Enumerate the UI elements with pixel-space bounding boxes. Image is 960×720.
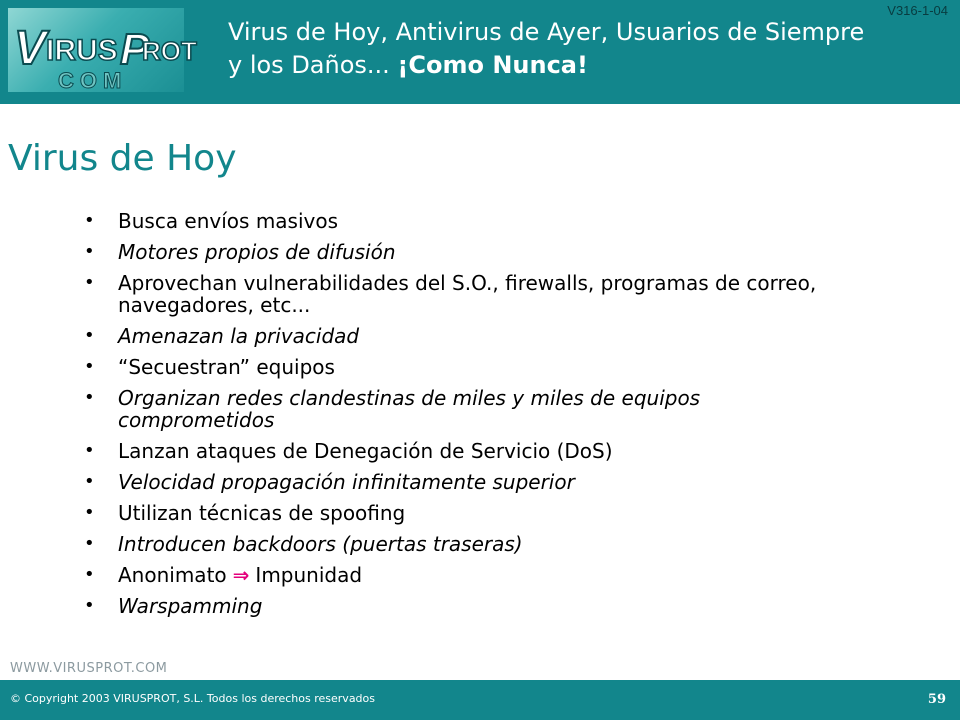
bullet-text: Organizan redes clandestinas de miles y miles de equipos comprometidos <box>118 386 701 432</box>
bullet-item <box>80 241 860 263</box>
page-number: 59 <box>927 692 946 707</box>
bullet-dot: • <box>84 471 95 492</box>
bullet-dot: • <box>84 210 95 231</box>
bullet-dot: • <box>84 440 95 461</box>
svg-text:V: V <box>14 22 47 75</box>
virusprot-logo <box>8 8 197 93</box>
bullet-text: Anonimato ⇒ Impunidad <box>118 563 363 587</box>
bullet-text: Utilizan técnicas de spoofing <box>118 501 406 525</box>
bullet-dot: • <box>84 241 95 262</box>
bullet-text: Motores propios de difusión <box>118 240 396 264</box>
bullet-text: Introducen backdoors (puertas traseras) <box>118 532 523 556</box>
bullet-item <box>80 272 860 316</box>
bullet-item <box>80 471 860 493</box>
logo-graphic <box>8 8 197 93</box>
bullet-dot: • <box>84 533 95 554</box>
bullet-dot: • <box>84 564 95 585</box>
header-title <box>228 16 950 82</box>
bullet-item <box>80 564 860 586</box>
bullet-dot: • <box>84 325 95 346</box>
bullet-text: Warspamming <box>118 594 263 618</box>
svg-text:P: P <box>120 25 150 74</box>
bullet-dot: • <box>84 387 95 408</box>
header-title-line1: Virus de Hoy, Antivirus de Ayer, Usuarios de Siempre <box>228 18 865 46</box>
svg-text:ROT: ROT <box>142 36 197 66</box>
bullet-dot: • <box>84 502 95 523</box>
bullet-item <box>80 210 860 232</box>
bullet-item <box>80 595 860 617</box>
footer-url: WWW.VIRUSPROT.COM <box>10 661 168 676</box>
bullet-text: Busca envíos masivos <box>118 209 339 233</box>
bullet-item <box>80 502 860 524</box>
bullet-text: Velocidad propagación infinitamente superior <box>118 470 575 494</box>
implies-arrow-icon: ⇒ <box>232 563 250 587</box>
header-title-emphasis: ¡Como Nunca! <box>397 51 588 79</box>
bullet-text: Amenazan la privacidad <box>118 324 360 348</box>
header-title-line2: y los Daños... ¡Como Nunca! <box>228 51 588 79</box>
header-bar <box>0 0 960 104</box>
bullet-list <box>80 210 860 626</box>
bullet-dot: • <box>84 272 95 293</box>
bullet-item <box>80 356 860 378</box>
slide-title: Virus de Hoy <box>8 138 237 179</box>
copyright-text: © Copyright 2003 VIRUSPROT, S.L. Todos los derechos reservados <box>10 692 375 705</box>
bullet-text: Aprovechan vulnerabilidades del S.O., firewalls, programas de correo, navegadores, etc... <box>118 271 817 317</box>
bullet-text: “Secuestran” equipos <box>118 355 335 379</box>
bullet-text: Lanzan ataques de Denegación de Servicio (DoS) <box>118 439 613 463</box>
logo-text-irus: IRUS <box>46 34 118 67</box>
bullet-dot: • <box>84 595 95 616</box>
bullet-item <box>80 440 860 462</box>
bullet-item <box>80 533 860 555</box>
svg-text:COM: COM <box>58 68 128 93</box>
bullet-item <box>80 387 860 431</box>
bullet-item <box>80 325 860 347</box>
bullet-dot: • <box>84 356 95 377</box>
version-label: V316-1-04 <box>887 3 948 18</box>
footer-bar <box>0 680 960 720</box>
